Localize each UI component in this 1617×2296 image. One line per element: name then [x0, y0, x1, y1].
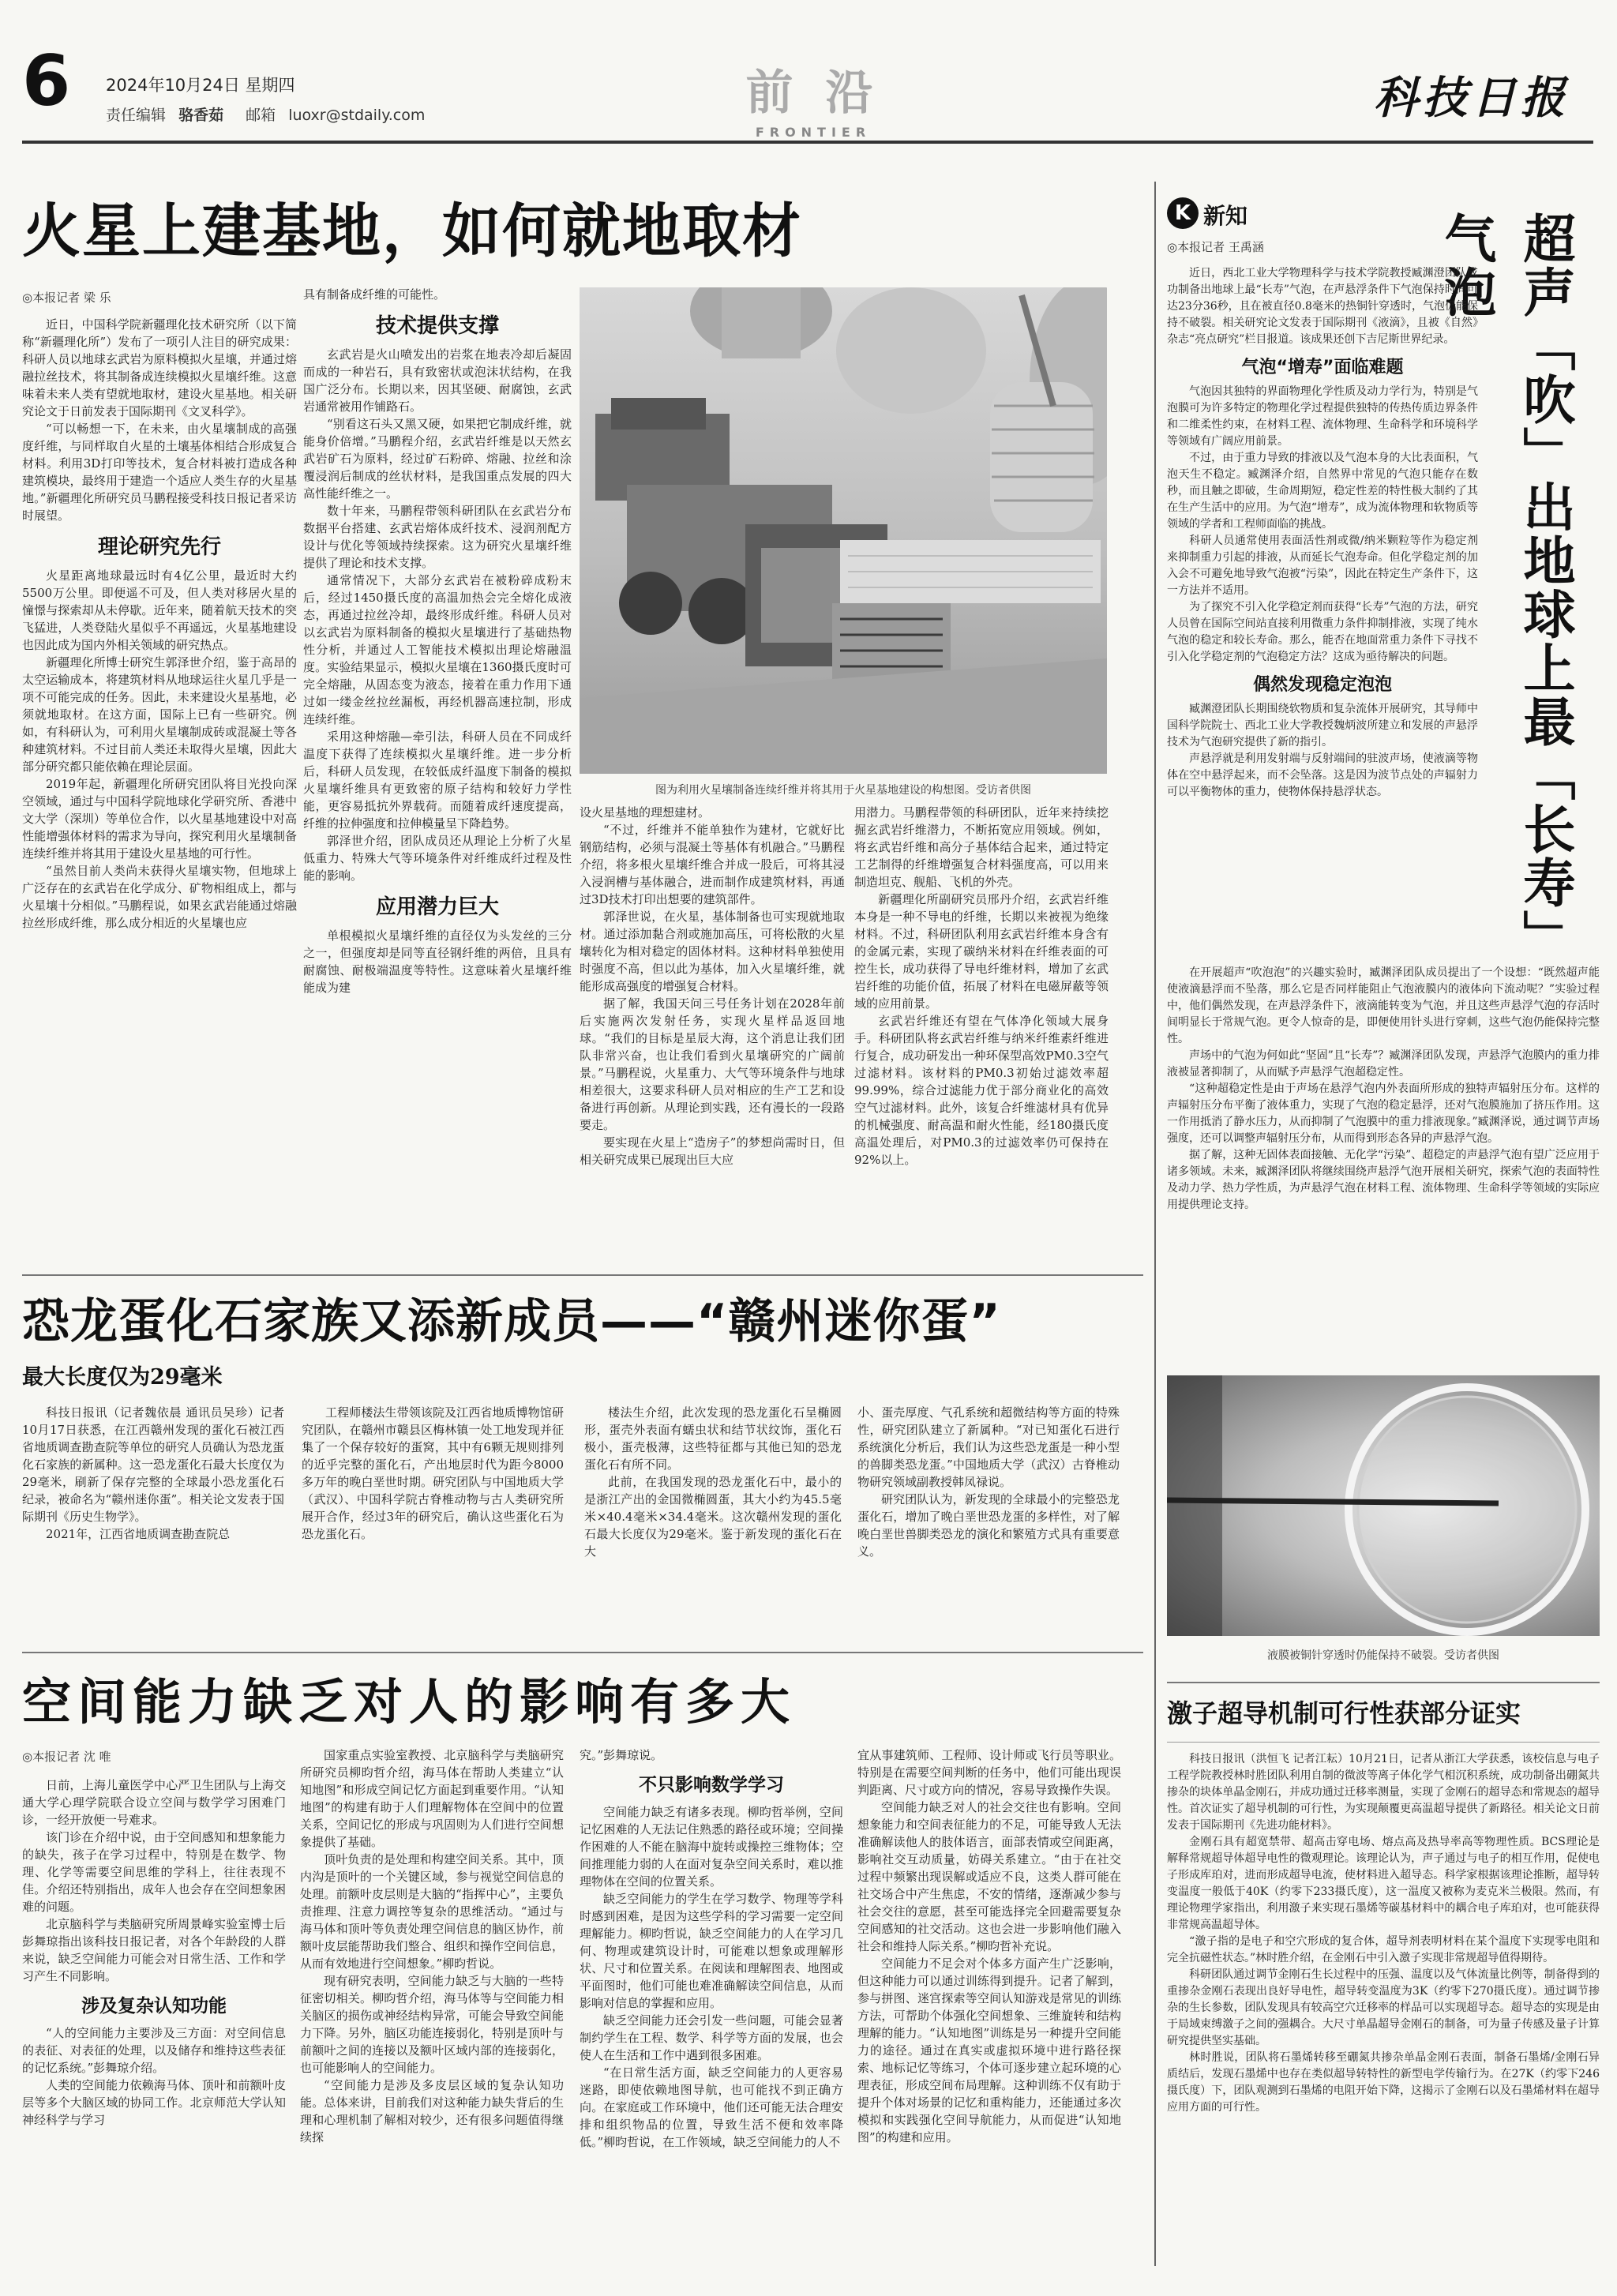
- paragraph: 2021年，江西省地质调查勘查院总: [46, 1527, 231, 1541]
- article3-column-4: 宜从事建筑师、工程师、设计师或飞行员等职业。特别是在需要空间判断的任务中，他们可能出现误判距离、尺寸或方向的情况，容易导致操作失误。 空间能力缺乏对人的社会交往也有影响。空间想象能力和空间表征能力的不足，可能导致人无法准确解读他人的肢体语言，面部表情或空间距离，影响社交互动质量，妨碍关系建立。“由于在社交过程中频繁出现误解或适应不良，这类人群可能在社交场合中产生焦虑，不安的情绪，逐渐减少参与社会交往的意愿，甚至可能选择完全回避需要复杂空间感知的社交活动。这也会进一步影响他们融入社会和维持人际关系。”柳昀哲补充说。 空间能力不足会对个体多方面产生广泛影响，但这种能力可以通过训练得到提升。记者了解到，参与拼图、迷宫探索等空间认知游戏是常见的训练方法，可帮助个体强化空间想象、三维旋转和结构理解的能力。“认知地图”训练是另一种提升空间能力的途径。通过在真实或虚拟环境中进行路径探索、地标记忆等练习，个体可逐步建立起环境的心理表征，形成空间布局理解。这种训练不仅有助于提升个体对场景的记忆和重构能力，还能通过多次模拟和实践强化空间导航能力，从而促进“认知地图”的构建和应用。: [857, 1748, 1121, 2144]
- article4-body: [1167, 1751, 1600, 2279]
- paragraph: 火星距离地球最远时有4亿公里，最近时大约5500万公里。即便遥不可及，但人类对移居火星的憧憬与探索却从未停歇。近年来，随着航天技术的突飞猛进，人类登陆火星似乎不再遥远，火星基地建设也因此成为国内外相关领域的研究热点。: [22, 568, 297, 652]
- paragraph: 研究团队认为，新发现的全球最小的完整恐龙蛋化石，增加了晚白垩世恐龙蛋的多样性，对了解晚白垩世兽脚类恐龙的演化和繁殖方式具有重要意义。: [857, 1492, 1120, 1559]
- article1-headline: 火星上建基地，如何就地取材: [22, 197, 802, 265]
- article1-theory-body: [22, 567, 297, 932]
- article1-subhead-potential: 应用潜力巨大: [375, 895, 499, 919]
- k-vertical-headline: 超声「吹」出地球上最「长寿」气泡: [1435, 212, 1575, 963]
- paragraph: 科研团队通过调节金刚石生长过程中的压强、温度以及气体流量比例等，制备得到的重掺杂金刚石表现出良好导电性，超导转变温度为3K（约零下270摄氏度）。通过调节掺杂的生长参数，团队发现具有较高空穴迁移率的样品可以实现超导态。超导态的实现是由于局域束缚激子之间的强耦合。大尺寸单晶超导金刚石的制备，可为量子传感及量子计算研究提供坚实基础。: [1167, 1968, 1600, 2047]
- article1-tech-body: [303, 346, 572, 884]
- article2-column-4: 小、蛋壳厚度、气孔系统和超微结构等方面的特殊性，研究团队建立了新属种。“对已知蛋化石进行系统演化分析后，我们认为这些恐龙蛋是一种小型的兽脚类恐龙蛋。”中国地质大学（武汉）古脊椎动物研究领域副教授韩凤禄说。 研究团队认为，新发现的全球最小的完整恐龙蛋化石，增加了晚白垩世恐龙蛋的多样性，对了解晚白垩世兽脚类恐龙的演化和繁殖方式具有重要意义。: [857, 1405, 1120, 1559]
- paragraph: 郭泽世介绍，团队成员还从理论上分析了火星低重力、特殊大气等环境条件对纤维成纤过程及性能的影响。: [303, 834, 572, 883]
- article4-headline: 激子超导机制可行性获部分证实: [1167, 1698, 1521, 1728]
- paragraph: 该门诊在介绍中说，由于空间感知和想象能力的缺失，孩子在学习过程中，特别是在数学、物理、化学等需要空间思维的学科上，往往表现不佳。介绍还特别指出，成年人也会存在空间想象困难的问题。: [22, 1830, 286, 1914]
- paragraph: 要实现在火星上“造房子”的梦想尚需时日，但相关研究成果已展现出巨大应: [580, 1135, 845, 1167]
- article3-column-3: 究。”彭舞琼说。 不只影响数学学习 空间能力缺乏有诸多表现。柳昀哲举例，空间记忆困难的人无法记住熟悉的路径或环境；空间操作困难的人不能在脑海中旋转或操控三维物体；空间推理能力弱的人在面对复杂空间关系时，难以推理物体在空间的位置关系。 缺乏空间能力的学生在学习数学、物理等学科时感到困难，是因为这些学科的学习需要一定空间理解能力。柳昀哲说，缺乏空间能力的人在学习几何、物理或建筑设计时，可能难以想象或理解形状、尺寸和位置关系。在阅读和理解图表、地图或平面图时，他们可能也难准确解读空间信息，从而影响对信息的掌握和应用。 缺乏空间能力还会引发一些问题，可能会显著制约学生在工程、数学、科学等方面的发展，也会使人在生活和工作中遇到很多困难。 “在日常生活方面，缺乏空间能力的人更容易迷路，即使依赖地图导航，也可能找不到正确方向。在家庭或工作环境中，他们还可能无法合理安排和组织物品的位置，导致生活不便和效率降低。”柳昀哲说，在工作领域，缺乏空间能力的人不: [580, 1748, 843, 2149]
- article1-byline: ◎本报记者 梁 乐: [22, 291, 111, 305]
- paragraph: 空间能力不足会对个体多方面产生广泛影响，但这种能力可以通过训练得到提升。记者了解到，参与拼图、迷宫探索等空间认知游戏是常见的训练方法，可帮助个体强化空间想象、三维旋转和结构理解的能力。“认知地图”训练是另一种提升空间能力的途径。通过在真实或虚拟环境中进行路径探索、地标记忆等练习，个体可逐步建立起环境的心理表征，形成空间布局理解。这种训练不仅有助于提升个体对场景的记忆和重构能力，还能通过多次模拟和实践强化空间导航能力，从而促进“认知地图”的构建和应用。: [857, 1956, 1121, 2144]
- paragraph: 声悬浮就是利用发射端与反射端间的驻波声场，使液滴等物体在空中悬浮起来，而不会坠落。这是因为波节点处的声辐射力可以平衡物体的重力，使物体保持悬浮状态。: [1167, 752, 1478, 798]
- paragraph: 不过，由于重力导致的排液以及气泡本身的大比表面积，气泡天生不稳定。臧渊泽介绍，自然界中常见的气泡只能存在数秒，而且触之即破，生命周期短，稳定性差的特性极大制约了其在生产生活中的应用。为气泡“增寿”，成为流体物理和软物质等领域的学者和工程师面临的挑战。: [1167, 452, 1478, 531]
- paragraph: 林时胜说，团队将石墨烯转移至硼氮共掺杂单晶金刚石表面，制备石墨烯/金刚石异质结后，发现石墨烯中也存在类似超导转特性的新型电学传输行为。在27K（约零下246摄氏度）下，团队观测到石墨烯的电阻开始下降，这揭示了金刚石以及石墨烯材料在超导应用方面的可行性。: [1167, 2051, 1600, 2114]
- paragraph: 据了解，我国天问三号任务计划在2028年前后实施两次发射任务，实现火星样品返回地球。“我们的目标是星辰大海，这个消息让我们团队非常兴奋，也让我们看到火星壤研究的广阔前景。”马鹏程说，火星重力、大气等环境条件与地球相差很大，这要求科研人员对相应的生产工艺和设备进行再创新。从理论到实践，还有漫长的一段路要走。: [580, 996, 845, 1132]
- paragraph: 声场中的气泡为何如此“坚固”且“长寿”？臧渊泽团队发现，声悬浮气泡膜内的重力排液被显著抑制了，从而赋予声悬浮气泡超稳定性。: [1167, 1049, 1600, 1079]
- section-title: 前 沿: [745, 66, 881, 121]
- sidebar-divider: [1154, 182, 1156, 2266]
- k-column-wide: [1167, 965, 1600, 1367]
- paragraph: 据了解，这种无固体表面接触、无化学“污染”、超稳定的声悬浮气泡有望广泛应用于诸多领域。未来，臧渊泽团队将继续围绕声悬浮气泡开展相关研究，探索气泡的表面特性及动力学、热力学性质，为声悬浮气泡在材料工程、流体物理、生命科学等领域的实际应用提供理论支持。: [1167, 1149, 1600, 1211]
- article3-column-1: [22, 1776, 286, 2279]
- paragraph: 近日，中国科学院新疆理化技术研究所（以下简称“新疆理化所”）发布了一项引人注目的研究成果：科研人员以地球玄武岩为原料模拟火星壤，并通过熔融拉丝技术，将其制备成连续模拟火星壤纤维。这意味着未来人类有望就地取材，建设火星基地。相关研究论文于日前发表于国际期刊《文叉科学》。: [22, 317, 297, 418]
- article3-subhead-math: 不只影响数学学习: [639, 1775, 784, 1795]
- paragraph: “人的空间能力主要涉及三方面：对空间信息的表征、对表征的处理，以及储存和维持这些表征的记忆系统。”彭舞琼介绍。: [22, 2026, 286, 2075]
- article3-top-rule: [22, 1652, 1143, 1653]
- paragraph: 北京脑科学与类脑研究所周景峰实验室博士后彭舞琼指出该科技日报记者，对各个年龄段的人群来说，缺乏空间能力可能会对日常生活、工作和学习产生不同影响。: [22, 1917, 286, 1983]
- article4-top-rule: [1167, 1682, 1600, 1683]
- paragraph: “不过，纤维并不能单独作为建材，它就好比钢筋结构，必须与混凝土等基体有机融合。”马鹏程介绍，将多根火星壤纤维合并成一股后，可将其浸入浸润槽与基体融合，进而制作成建筑材料，再通过3D技术打印出想要的建筑部件。: [580, 823, 845, 906]
- paragraph: 楼法生介绍，此次发现的恐龙蛋化石呈椭圆形，蛋壳外表面有蠕虫状和结节状纹饰，蛋化石极小，蛋壳极薄，这些特征都与其他已知的恐龙蛋化石有所不同。: [584, 1405, 842, 1472]
- paragraph: 工程师楼法生带领该院及江西省地质博物馆研究团队，在赣州市赣县区梅林镇一处工地发现并征集了一个保存较好的蛋窝，其中有6颗无规则排列的近乎完整的蛋化石，产出地层时代为距今8000多万年的晚白垩世时期。研究团队与中国地质大学（武汉）、中国科学院古脊椎动物与古人类研究所展开合作，经过3年的研究后，确认这些蛋化石为恐龙蛋化石。: [302, 1405, 564, 1541]
- paragraph: 郭泽世说，在火星，基体制备也可实现就地取材。通过添加黏合剂或施加高压，可将松散的火星壤转化为相对稳定的固体材料。这种材料单独使用时强度不高，但以此为基体，加入火星壤纤维，就能形成高强度的增强复合材料。: [580, 910, 845, 993]
- article2-headline: 恐龙蛋化石家族又添新成员——“赣州迷你蛋”: [22, 1294, 1001, 1349]
- mars-scene-svg: [580, 287, 1107, 774]
- paragraph: 数十年来，马鹏程带领科研团队在玄武岩分布数据平台搭建、玄武岩熔体成纤技术、浸润剂配方设计与优化等领域持续探索。这为研究火星壤纤维提供了理论和技术支撑。: [303, 504, 572, 570]
- mars-fiber-illustration: [580, 287, 1107, 774]
- article3-byline: ◎本报记者 沈 唯: [22, 1750, 111, 1764]
- paragraph: 近日，西北工业大学物理科学与技术学院教授臧渊澄团队成功制备出地球上最“长寿”气泡，在声悬浮条件下气泡保持时间可达23分36秒，且在被直径0.8毫米的热铜针穿透时，气泡仍能保持不破裂。相关研究论文发表于国际期刊《液滴》，且被《自然》杂志“亮点研究”栏目报道。该成果还创下吉尼斯世界纪录。: [1167, 267, 1478, 346]
- article1-subhead-theory: 理论研究先行: [97, 535, 221, 559]
- k-subhead-discovery: 偶然发现稳定泡泡: [1252, 675, 1392, 695]
- article4-head-rule: [1167, 1742, 1600, 1743]
- article1-column-1: [22, 316, 297, 1255]
- issue-date: 2024年10月24日 星期四: [106, 76, 295, 95]
- k-section-label: 新知: [1203, 203, 1248, 229]
- article3-subhead-cognition: 涉及复杂认知功能: [81, 1996, 227, 2017]
- paragraph: 缺乏空间能力还会引发一些问题，可能会显著制约学生在工程、数学、科学等方面的发展，也会使人在生活和工作中遇到很多困难。: [580, 2013, 843, 2062]
- paragraph: 在开展超声“吹泡泡”的兴趣实验时，臧渊泽团队成员提出了一个设想：“既然超声能使液滴悬浮而不坠落，那么它是否同样能阻止气泡液膜内的液体向下流动呢？”实验过程中，他们偶然发现，在声悬浮条件下，液滴能转变为气泡，并且这些声悬浮气泡的存活时间明显长于常规气泡。更令人惊奇的是，即便使用针头进行穿刺，这些气泡仍能保持完整性。: [1167, 966, 1600, 1045]
- paragraph: 顶叶负责的是处理和构建空间关系。其中，顶内沟是顶叶的一个关键区域，参与视觉空间信息的处理。前额叶皮层则是大脑的“指挥中心”，主要负责推理、注意力调控等复杂的思维活动。“通过与海马体和顶叶等负责处理空间信息的脑区协作，前额叶皮层能帮助我们整合、组织和操作空间信息，从而有效地进行空间想象。”柳昀哲说。: [300, 1852, 564, 1971]
- article1-potential-body: [303, 927, 572, 996]
- paragraph: 人类的空间能力依赖海马体、顶叶和前额叶皮层等多个大脑区域的协同工作。北京师范大学认知神经科学与学习: [22, 2078, 286, 2127]
- k-column-top: [1167, 265, 1478, 960]
- paragraph: 臧渊澄团队长期围绕软物质和复杂流体开展研究，其导师中国科学院院士、西北工业大学教授魏炳波所建立和发展的声悬浮技术为气泡研究提供了新的指引。: [1167, 703, 1478, 748]
- paragraph: 气泡因其独特的界面物理化学性质及动力学行为，特别是气泡膜可为许多特定的物理化学过程提供独特的传热传质边界条件和二维柔性约束，在材料工程、流体物理、生命科学和环境科学等领域有广阔应用前景。: [1167, 385, 1478, 448]
- paragraph: “空间能力是涉及多皮层区域的复杂认知功能。总体来讲，目前我们对这种能力缺失背后的生理和心理机制了解相对较少，还有很多问题值得继续探: [300, 2078, 564, 2144]
- article2-subheadline: 最大长度仅为29毫米: [22, 1365, 223, 1390]
- article3-headline: 空间能力缺乏对人的影响有多大: [22, 1673, 797, 1731]
- article1-column-3: 设火星基地的理想建材。 “不过，纤维并不能单独作为建材，它就好比钢筋结构，必须与混凝土等基体有机融合。”马鹏程介绍，将多根火星壤纤维合并成一股后，可将其浸入浸润槽与基体融合，进而制作成建筑材料，再通过3D技术打印出想要的建筑部件。 郭泽世说，在火星，基体制备也可实现就地取材。通过添加黏合剂或施加高压，可将松散的火星壤转化为相对稳定的固体材料。这种材料单独使用时强度不高，但以此为基体，加入火星壤纤维，就能形成高强度的增强复合材料。 据了解，我国天问三号任务计划在2028年前后实施两次发射任务，实现火星样品返回地球。“我们的目标是星辰大海，这个消息让我们团队非常兴奋，也让我们看到火星壤研究的广阔前景。”马鹏程说，火星重力、大气等环境条件与地球相差很大，这要求科研人员对相应的生产工艺和设备进行再创新。从理论到实践，还有漫长的一段路要走。 要实现在火星上“造房子”的梦想尚需时日，但相关研究成果已展现出巨大应: [580, 805, 845, 1167]
- article2-column-1: [22, 1404, 284, 1633]
- paragraph: 日前，上海儿童医学中心严卫生团队与上海交通大学心理学院联合设立空间与数学学习困难门诊，一经开放便一号难求。: [22, 1778, 286, 1827]
- paragraph: 通常情况下，大部分玄武岩在被粉碎成粉末后，经过1450摄氏度的高温加热会完全熔化成液态，再通过拉丝冷却，最终形成纤维。科研人员对以玄武岩为原料制备的模拟火星壤进行了基础热物性分析，并通过人工智能技术模拟出理论熔融温度。实验结果显示，模拟火星壤在1360摄氏度时可完全熔融，从固态变为液态，接着在重力作用下通过如一缕金丝拉丝漏板，再经机器高速拉制，形成连续纤维。: [303, 573, 572, 726]
- paragraph: 新疆理化所副研究员邢丹介绍，玄武岩纤维本身是一种不导电的纤维，长期以来被视为绝缘材料。不过，科研团队利用玄武岩纤维本身含有的金属元素，实现了碳纳米材料在纤维表面的可控生长，成功获得了导电纤维材料，增加了玄武岩纤维的功能价值，拓展了材料在电磁屏蔽等领域的应用前景。: [854, 892, 1109, 1011]
- paragraph: 现有研究表明，空间能力缺乏与大脑的一些特征密切相关。柳昀哲介绍，海马体等与空间能力相关脑区的损伤或神经结构异常，可能会导致空间能力下降。另外，脑区功能连接弱化，特别是顶叶与前额叶之间的连接以及额叶区域内部的连接弱化，也可能影响人的空间能力。: [300, 1974, 564, 2075]
- bubble-needle-photo: [1167, 1375, 1600, 1636]
- article2-column-3: [584, 1404, 842, 1633]
- paragraph: “这种超稳定性是由于声场在悬浮气泡内外表面所形成的独特声辐射压分布。这样的声辐射压分布平衡了液体重力，实现了气泡的稳定悬浮，还对气泡膜施加了挤压作用。这一作用抵消了静水压力，从而抑制了气泡膜中的重力排液现象。”臧渊泽说，通过调节声场强度，还可以调整声辐射压分布，从而得到形态各异的声悬浮气泡。: [1167, 1082, 1600, 1145]
- paragraph: 缺乏空间能力的学生在学习数学、物理等学科时感到困难，是因为这些学科的学习需要一定空间理解能力。柳昀哲说，缺乏空间能力的人在学习几何、物理或建筑设计时，可能难以想象或理解形状、尺寸和位置关系。在阅读和理解图表、地图或平面图时，他们可能也难准确解读空间信息，从而影响对信息的掌握和应用。: [580, 1892, 843, 2010]
- email-label: 邮箱: [246, 107, 276, 124]
- paragraph: “可以畅想一下，在未来，由火星壤制成的高强度纤维，与同样取自火星的土壤基体相结合形成复合材料。利用3D打印等技术，复合材料被打造成各种建筑模块，最终用于建造一个适应人类生存的火星基地。”新疆理化所研究员马鹏程接受科技日报记者采访时展望。: [22, 422, 297, 523]
- paragraph: “虽然目前人类尚未获得火星壤实物，但地球上广泛存在的玄武岩在化学成分、矿物相组成上，都与火星壤十分相似。”马鹏程说，如果玄武岩能通过熔融拉丝形成纤维，那么成分相近的火星壤也应: [22, 864, 297, 930]
- editor-line: [106, 103, 425, 125]
- k-byline: ◎本报记者 王禹涵: [1167, 240, 1264, 254]
- article1-column-4: 用潜力。马鹏程带领的科研团队，近年来持续挖掘玄武岩纤维潜力，不断拓宽应用领域。例如，将玄武岩纤维和高分子基体结合起来，通过特定工艺制得的纤维增强复合材料强度高，可以用来制造坦克、舰船、飞机的外壳。 新疆理化所副研究员邢丹介绍，玄武岩纤维本身是一种不导电的纤维，长期以来被视为绝缘材料。不过，科研团队利用玄武岩纤维本身含有的金属元素，实现了碳纳米材料在纤维表面的可控生长，成功获得了导电纤维材料，增加了玄武岩纤维的功能价值，拓展了材料在电磁屏蔽等领域的应用前景。 玄武岩纤维还有望在气体净化领域大展身手。科研团队将玄武岩纤维与纳米纤维素纤维进行复合，成功研发出一种环保型高效PM0.3空气过滤材料。该材料的PM0.3初始过滤效率超99.99%，综合过滤能力优于部分商业化的高效空气过滤材料。此外，该复合纤维滤材具有优异的机械强度、耐高温和耐火性能，经180摄氏度高温处理后，对PM0.3的过滤效率仍可保持在92%以上。: [854, 805, 1109, 1167]
- k-badge: K: [1167, 197, 1199, 229]
- k-subhead-challenge: 气泡“增寿”面临难题: [1241, 358, 1404, 377]
- paragraph: 单根模拟火星壤纤维的直径仅为头发丝的三分之一，但强度却是同等直径钢纤维的两倍，且具有耐腐蚀、耐极端温度等特性。这意味着火星壤纤维能成为建: [303, 929, 572, 995]
- article3-column-2: [300, 1746, 564, 2279]
- bubble-photo-caption: 液膜被铜针穿透时仍能保持不破裂。受访者供图: [1267, 1649, 1499, 1662]
- paragraph: 此前，在我国发现的恐龙蛋化石中，最小的是浙江产出的金国微椭圆蛋，其大小约为45.5毫米×40.4毫米×34.4毫米。这次赣州发现的蛋化石最大长度仅为29毫米。鉴于新发现的蛋化石在大: [584, 1475, 842, 1559]
- paper-name-logo: 科技日报: [1374, 72, 1570, 124]
- bubble-scene-svg: [1167, 1375, 1600, 1636]
- paragraph: 新疆理化所博士研究生郭泽世介绍，鉴于高昂的太空运输成本，将建筑材料从地球运往火星几乎是一项不可能完成的任务。因此，未来建设火星基地，必须就地取材。在这方面，国际上已有一些研究。例如，有科研认为，可利用火星壤制成砖或混凝土等各种建筑材料。不过目前人类还未取得火星壤，因此大部分研究都只能依赖在理论层面。: [22, 655, 297, 774]
- email-address[interactable]: luoxr@stdaily.com: [288, 107, 426, 124]
- paragraph: 科技日报讯（洪恒飞 记者江耘）10月21日，记者从浙江大学获悉，该校信息与电子工程学院教授林时胜团队利用自制的微波等离子体化学气相沉积系统，成功制备出硼氮共掺杂的块体单晶金刚石，并成功通过迁移率测量，实现了金刚石的超导态和常规态的超导性。首次证实了超导机制的可行性，为实现颠覆更高温超导提供了新路径。相关论文日前发表于国际期刊《先进功能材料》。: [1167, 1753, 1600, 1832]
- editor-label: 责任编辑: [106, 107, 167, 124]
- article1-intro: [22, 316, 297, 524]
- article2-column-2: [302, 1404, 564, 1633]
- paragraph: 科研人员通常使用表面活性剂或微/纳米颗粒等作为稳定剂来抑制重力引起的排液，从而延长气泡寿命。但化学稳定剂的加入会不可避免地导致气泡被“污染”，因此在特定生产条件下，这一方法并不适用。: [1167, 535, 1478, 597]
- section-subtitle: FRONTIER: [755, 125, 872, 140]
- paragraph: “在日常生活方面，缺乏空间能力的人更容易迷路，即使依赖地图导航，也可能找不到正确方向。在家庭或工作环境中，他们还可能无法合理安排和组织物品的位置，导致生活不便和效率降低。”柳昀哲说，在工作领域，缺乏空间能力的人不: [580, 2065, 843, 2149]
- article1-column-2: 具有制备成纤维的可能性。 技术提供支撑 玄武岩是火山喷发出的岩浆在地表冷却后凝固而成的一种岩石，具有致密状或泡沫状结构，在我国广泛分布。长期以来，因其坚硬、耐腐蚀，玄武岩通常被用作铺路石。 “别看这石头又黑又硬，如果把它制成纤维，就能身价倍增。”马鹏程介绍，玄武岩纤维是以天然玄武岩矿石为原料，经过矿石粉碎、熔融、拉丝和涂覆浸润后制成的丝状材料，是我国重点发展的四大高性能纤维之一。 数十年来，马鹏程带领科研团队在玄武岩分布数据平台搭建、玄武岩熔体成纤技术、浸润剂配方设计与优化等领域持续探索。这为研究火星壤纤维提供了理论和技术支撑。 通常情况下，大部分玄武岩在被粉碎成粉末后，经过1450摄氏度的高温加热会完全熔化成液态，再通过拉丝冷却，最终形成纤维。科研人员对以玄武岩为原料制备的模拟火星壤进行了基础热物性分析，并通过人工智能技术模拟出理论熔融温度。实验结果显示，模拟火星壤在1360摄氏度时可完全熔融，从固态变为液态，接着在重力作用下通过如一缕金丝拉丝漏板，再经机器高速拉制，形成连续纤维。 采用这种熔融—牵引法，科研人员在不同成纤温度下获得了连续模拟火星壤纤维。进一步分析后，科研人员发现，在较低成纤温度下制备的模拟火星壤纤维具有更致密的原子结构和较好力学性能，更容易抵抗外界载荷。而随着成纤速度提高，纤维的拉伸强度和拉伸模量呈下降趋势。 郭泽世介绍，团队成员还从理论上分析了火星低重力、特殊大气等环境条件对纤维成纤过程及性能的影响。 应用潜力巨大 单根模拟火星壤纤维的直径仅为头发丝的三分之一，但强度却是同等直径钢纤维的两倍，且具有耐腐蚀、耐极端温度等特性。这意味着火星壤纤维能成为建: [303, 287, 572, 995]
- paragraph: 2019年起，新疆理化所研究团队将目光投向深空领域，通过与中国科学院地球化学研究所、香港中文大学（深圳）等单位合作，以火星基地建设中对高性能增强体材料的需求为导向，探究利用火星壤制备连续纤维并将其用于建设火星基地的可行性。: [22, 777, 297, 861]
- paragraph: 玄武岩是火山喷发出的岩浆在地表冷却后凝固而成的一种岩石，具有致密状或泡沫状结构，在我国广泛分布。长期以来，因其坚硬、耐腐蚀，玄武岩通常被用作铺路石。: [303, 347, 572, 414]
- article2-top-rule: [22, 1274, 1143, 1276]
- mars-photo-caption: 图为利用火星壤制备连续纤维并将其用于火星基地建设的构想图。受访者供图: [655, 784, 1031, 797]
- paragraph: 为了探究不引入化学稳定剂而获得“长寿”气泡的方法，研究人员曾在国际空间站直接利用微重力条件抑制排液，实现了纯水气泡的稳定和较长寿命。那么，能否在地面常重力条件下寻找不引入化学稳定剂的气泡稳定方法？这成为亟待解决的问题。: [1167, 601, 1478, 663]
- paragraph: 空间能力缺乏对人的社会交往也有影响。空间想象能力和空间表征能力的不足，可能导致人无法准确解读他人的肢体语言，面部表情或空间距离，影响社交互动质量，妨碍关系建立。“由于在社交过程中频繁出现误解或适应不良，这类人群可能在社交场合中产生焦虑，不安的情绪，逐渐减少参与社会交往的意愿，甚至可能选择完全回避需要复杂空间感知的社交活动。这也会进一步影响他们融入社会和维持人际关系。”柳昀哲补充说。: [857, 1800, 1121, 1953]
- paragraph: 科技日报讯（记者魏依晨 通讯员吴珍）记者10月17日获悉，在江西赣州发现的蛋化石被江西省地质调查勘查院等单位的研究人员确认为恐龙蛋化石家族的新属种。这一恐龙蛋化石最大长度仅为29毫米，刷新了保存完整的全球最小恐龙蛋化石纪录，被命名为“赣州迷你蛋”。相关论文发表于国际期刊《历史生物学》。: [22, 1405, 284, 1524]
- article1-subhead-tech: 技术提供支撑: [375, 314, 499, 338]
- paragraph: 国家重点实验室教授、北京脑科学与类脑研究所研究员柳昀哲介绍，海马体在帮助人类建立“认知地图”和形成空间记忆方面起到重要作用。“认知地图”的构建有助于人们理解物体在空间中的位置关系，空间记忆的形成与巩固则为人们进行空间想象提供了基础。: [300, 1748, 564, 1849]
- page-number: 6: [22, 40, 71, 122]
- masthead-rule: [22, 141, 1593, 144]
- paragraph: 采用这种熔融—牵引法，科研人员在不同成纤温度下获得了连续模拟火星壤纤维。进一步分析后，科研人员发现，在较低成纤温度下制备的模拟火星壤纤维具有更致密的原子结构和较好力学性能，更容易抵抗外界载荷。而随着成纤速度提高，纤维的拉伸强度和拉伸模量呈下降趋势。: [303, 730, 572, 831]
- paragraph: “激子指的是电子和空穴形成的复合体，超导剂表明材料在某个温度下实现零电阻和完全抗磁性状态。”林时胜介绍，在金刚石中引入激子实现非常规超导值得期待。: [1167, 1935, 1600, 1964]
- paragraph: 玄武岩纤维还有望在气体净化领域大展身手。科研团队将玄武岩纤维与纳米纤维素纤维进行复合，成功研发出一种环保型高效PM0.3空气过滤材料。该材料的PM0.3初始过滤效率超99.99%，综合过滤能力优于部分商业化的高效空气过滤材料。此外，该复合纤维滤材具有优异的机械强度、耐高温和耐火性能，经180摄氏度高温处理后，对PM0.3的过滤效率仍可保持在92%以上。: [854, 1014, 1109, 1167]
- paragraph: 金刚石具有超宽禁带、超高击穿电场、熔点高及热导率高等物理性质。BCS理论是解释常规超导体超导电性的微观理论。该理论认为，声子通过与电子的相互作用，促使电子形成库珀对，进而形成超导电流，使材料进入超导态。科学家根据该理论推断，超导转变温度一般低于40K（约零下233摄氏度），这一温度又被称为麦克米兰极限。然而，有理论物理学家指出，利用激子来实现石墨烯等碳基材料中的耦合电子库珀对，也可能获得非常规高温超导体。: [1167, 1836, 1600, 1931]
- paragraph: “别看这石头又黑又硬，如果把它制成纤维，就能身价倍增。”马鹏程介绍，玄武岩纤维是以天然玄武岩矿石为原料，经过矿石粉碎、熔融、拉丝和涂覆浸润后制成的丝状材料，是我国重点发展的四大高性能纤维之一。: [303, 417, 572, 501]
- paragraph: 空间能力缺乏有诸多表现。柳昀哲举例，空间记忆困难的人无法记住熟悉的路径或环境；空间操作困难的人不能在脑海中旋转或操控三维物体；空间推理能力弱的人在面对复杂空间关系时，难以推理物体在空间的位置关系。: [580, 1805, 843, 1889]
- editor-name: 骆香茹: [178, 107, 224, 124]
